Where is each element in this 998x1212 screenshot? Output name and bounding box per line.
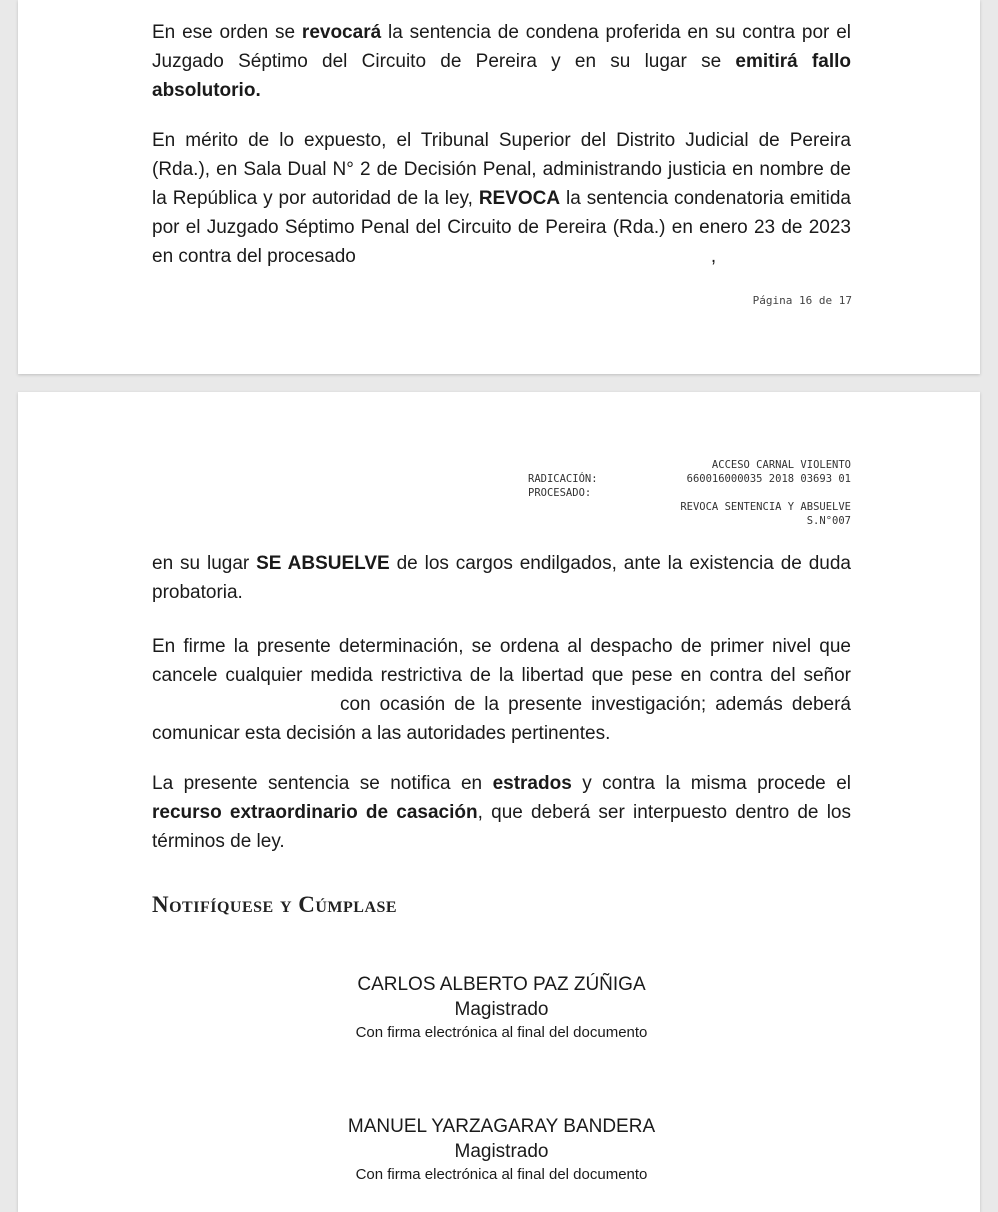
signer-role: Magistrado <box>454 999 549 1020</box>
case-header <box>528 458 851 528</box>
paragraph-en-firme <box>152 632 851 748</box>
bold-run: SE ABSUELVE <box>256 553 390 574</box>
text-run: la sentencia condenatoria emitida por el Juzgado Séptimo Penal del Circuito de Pereira (Rda.) en enero 23 de 2023 en contra del procesado <box>152 188 851 267</box>
signature-note: Con firma electrónica al final del documento <box>355 1024 648 1041</box>
redacted-name <box>621 486 851 500</box>
header-crime: ACCESO CARNAL VIOLENTO <box>711 459 851 471</box>
paragraph-absuelve <box>152 549 851 607</box>
text-run: y contra la misma procede el <box>571 773 851 794</box>
bold-run: recurso extraordinario de casación <box>152 802 478 823</box>
text-run: La presente sentencia se notifica en <box>152 773 493 794</box>
text-run: En ese orden se <box>152 22 302 43</box>
signature-block <box>152 972 851 1044</box>
text-run: , <box>710 246 717 267</box>
text-run: la sentencia de condena proferida en su contra por el Juzgado Séptimo del Circuito de Pereira y en su lugar se <box>152 22 851 72</box>
text-run: , que deberá ser interpuesto dentro de los términos de ley. <box>152 802 851 852</box>
radicacion-label: RADICACIÓN: <box>528 473 598 485</box>
paragraph-revocara <box>152 18 851 105</box>
bold-run: REVOCA <box>478 188 561 209</box>
header-procesado <box>528 486 851 500</box>
notify-heading: Notifíquese y Cúmplase <box>152 892 398 917</box>
text-run: En mérito de lo expuesto, el Tribunal Superior del Distrito Judicial de Pereira (Rda.), en Sala Dual N° 2 de Decisión Penal, administrando justicia en nombre de la República y por autoridad de la ley, <box>152 130 851 209</box>
procesado-label: PROCESADO: <box>528 487 592 499</box>
document-page-17 <box>18 392 980 1212</box>
signature-block <box>152 1114 851 1186</box>
header-radicacion <box>528 472 851 486</box>
document-page-16 <box>18 0 980 374</box>
header-sn: S.N°007 <box>806 515 851 527</box>
page-number: Página 16 de 17 <box>752 294 852 307</box>
text-run: con ocasión de la presente investigación; además deberá comunicar esta decisión a las autoridades pertinentes. <box>152 694 851 744</box>
paragraph-merito <box>152 126 851 271</box>
signer-name: CARLOS ALBERTO PAZ ZÚÑIGA <box>357 974 646 995</box>
text-run: En firme la presente determinación, se ordena al despacho de primer nivel que cancele cualquier medida restrictiva de la libertad que pese en contra del señor <box>152 636 851 686</box>
bold-run: emitirá fallo absolutorio. <box>152 51 851 101</box>
signer-name: MANUEL YARZAGARAY BANDERA <box>347 1116 656 1137</box>
signer-role: Magistrado <box>454 1141 549 1162</box>
text-run: de los cargos endilgados, ante la existencia de duda probatoria. <box>152 553 851 603</box>
bold-run: estrados <box>492 773 572 794</box>
header-decision: REVOCA SENTENCIA Y ABSUELVE <box>680 501 851 513</box>
signature-note: Con firma electrónica al final del documento <box>355 1166 648 1183</box>
bold-run: revocará <box>301 22 382 43</box>
paragraph-notifica <box>152 769 851 856</box>
radicacion-value: 660016000035 2018 03693 01 <box>686 473 851 485</box>
text-run: en su lugar <box>152 553 257 574</box>
